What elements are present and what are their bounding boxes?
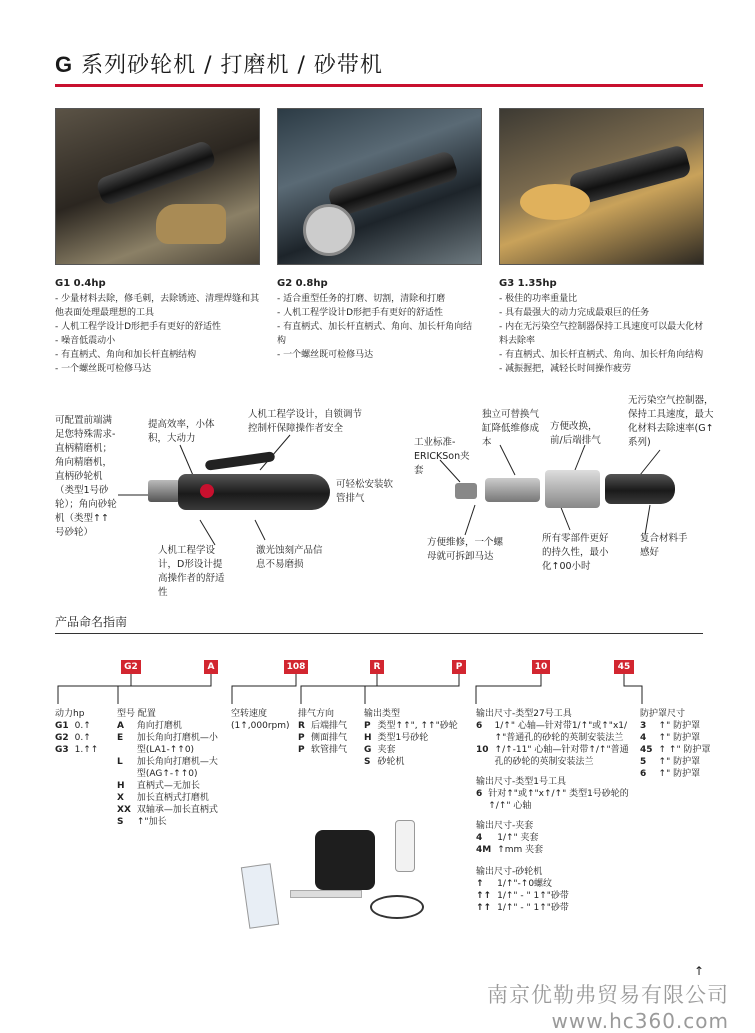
watermark bbox=[487, 979, 729, 1033]
code-brackets bbox=[0, 674, 755, 708]
rod-shape bbox=[290, 890, 362, 898]
code-value: 类型↑↑", ↑↑"砂轮 bbox=[377, 721, 458, 731]
code-key: S bbox=[117, 817, 124, 827]
disc-shape bbox=[520, 184, 590, 220]
code-value: 1/↑" 夹套 bbox=[497, 833, 539, 843]
bullet: - 适合重型任务的打磨、切割，清除和打磨 bbox=[277, 292, 477, 306]
oring-shape bbox=[370, 895, 424, 919]
callout-ergo-bottom: 人机工程学设计，D形设计提高操作者的舒适性 bbox=[158, 545, 225, 598]
section-divider bbox=[55, 633, 703, 634]
code-value: 加长角向打磨机—小型(LA1-↑↑0) bbox=[136, 733, 218, 755]
product-g1 bbox=[55, 278, 260, 376]
collet-table bbox=[476, 820, 549, 856]
code-key: X bbox=[117, 793, 124, 803]
brand-logo-icon bbox=[200, 484, 214, 498]
bullet: - 一个螺丝既可检修马达 bbox=[55, 362, 260, 376]
code-value: ↑/↑-11" 心轴—针对带↑/↑"普通孔的砂轮的英制安装法兰 bbox=[494, 745, 629, 767]
code-value: 夹套 bbox=[377, 745, 396, 755]
callout-independent: 独立可替换气缸降低维修成本 bbox=[482, 409, 540, 448]
code-size: 10 bbox=[532, 660, 550, 674]
code-key: 3 bbox=[640, 721, 647, 731]
callout-left-side: 可配置前端满足您特殊需求-直柄精磨机；角向精磨机，直柄砂轮机（类型1号砂轮）；角向砂轮机（类型↑↑号砂轮） bbox=[55, 415, 117, 538]
motor-part bbox=[545, 470, 600, 508]
callout-efficiency: 提高效率，小体积，大动力 bbox=[148, 419, 215, 444]
bullet: - 内在无污染空气控制器保持工具速度可以最大化材料去除率 bbox=[499, 320, 704, 348]
code-key: 4 bbox=[476, 833, 483, 843]
accessory-kit-image bbox=[245, 820, 440, 935]
callout-quick-install: 可轻松安装软管排气 bbox=[336, 479, 394, 504]
code-value: 1/↑" - " 1↑"砂带 bbox=[497, 903, 569, 913]
model-title: G3 1.35hp bbox=[499, 278, 557, 289]
code-value: 1/↑" - " 1↑"砂带 bbox=[497, 891, 569, 901]
code-value: 砂轮机 bbox=[377, 757, 405, 767]
code-value: ↑ ↑" 防护罩 bbox=[658, 745, 711, 755]
code-key: P bbox=[298, 745, 305, 755]
callout-clean-air: 无污染空气控制器，保持工具速度，最大化材料去除速率(G↑系列) bbox=[628, 395, 714, 448]
exhaust-table bbox=[298, 708, 353, 756]
code-key: 4M bbox=[476, 845, 492, 855]
wheel-head: 输出尺寸-砂轮机 bbox=[476, 867, 543, 877]
bullet: - 有直柄式、加长杆直柄式、角向、加长杆角向结构 bbox=[277, 320, 477, 348]
code-value: 0.↑ bbox=[74, 733, 91, 743]
code-key: 45 bbox=[640, 745, 653, 755]
code-key: G2 bbox=[55, 733, 69, 743]
callout-durability: 所有零部件更好的持久性，最小化↑00小时 bbox=[542, 533, 609, 572]
code-speed: 108 bbox=[284, 660, 308, 674]
housing-part bbox=[605, 474, 675, 504]
code-key: 6 bbox=[640, 769, 647, 779]
callout-ergo-top: 人机工程学设计，自锁调节控制杆保障操作者安全 bbox=[248, 409, 363, 434]
bullet: - 极佳的功率重量比 bbox=[499, 292, 704, 306]
code-exhaust: R bbox=[370, 660, 384, 674]
size1-head: 输出尺寸-类型1号工具 bbox=[476, 777, 566, 787]
section-title: 产品命名指南 bbox=[55, 615, 128, 629]
code-value: 针对↑"或↑"x↑/↑" 类型1号砂轮的↑/↑" 心轴 bbox=[488, 789, 629, 811]
output-table bbox=[364, 708, 464, 768]
code-key: H bbox=[117, 781, 125, 791]
grease-tube-shape bbox=[241, 863, 279, 929]
code-key: P bbox=[298, 733, 305, 743]
code-key: XX bbox=[117, 805, 131, 815]
code-value: ↑" 防护罩 bbox=[658, 757, 701, 767]
callout-std-collet: 工业标准-ERICKSon夹套 bbox=[414, 437, 470, 476]
model-head: 型号 配置 bbox=[117, 709, 156, 719]
wheel-shape bbox=[303, 204, 355, 256]
product-photo-g1 bbox=[55, 108, 260, 265]
series-letter: G bbox=[55, 52, 74, 77]
collet-part bbox=[455, 483, 477, 499]
code-key: R bbox=[298, 721, 305, 731]
exhaust-head: 排气方向 bbox=[298, 709, 335, 719]
code-key: H bbox=[364, 733, 372, 743]
bullet: - 人机工程学设计D形把手有更好的舒适性 bbox=[55, 320, 260, 334]
motor-assembly-shape bbox=[315, 830, 375, 890]
code-key: S bbox=[364, 757, 371, 767]
bullet: - 噪音低震动小 bbox=[55, 334, 260, 348]
code-guard: 45 bbox=[614, 660, 634, 674]
collet-head: 输出尺寸-夹套 bbox=[476, 821, 534, 831]
model-title: G2 0.8hp bbox=[277, 278, 328, 289]
code-key: ↑↑ bbox=[476, 891, 492, 901]
model-table bbox=[117, 708, 229, 828]
grinder-shape bbox=[327, 150, 460, 219]
bullet: - 一个螺丝既可检修马达 bbox=[277, 348, 477, 362]
grinder-shape bbox=[95, 139, 217, 206]
code-value: 1.↑↑ bbox=[74, 745, 99, 755]
code-key: L bbox=[117, 757, 123, 767]
code-value: 1/↑"-↑0螺纹 bbox=[497, 879, 553, 889]
code-key: 6 bbox=[476, 789, 483, 799]
bullet: - 有直柄式、加长杆直柄式、角向、加长杆角向结构 bbox=[499, 348, 704, 362]
code-key: 6 bbox=[476, 721, 483, 731]
code-value: 0.↑ bbox=[74, 721, 91, 731]
size1-table bbox=[476, 776, 636, 812]
code-value: ↑" 防护罩 bbox=[658, 733, 701, 743]
code-key: P bbox=[364, 721, 371, 731]
code-value: ↑" 防护罩 bbox=[658, 769, 701, 779]
bullet: - 少量材料去除，修毛刺，去除锈迹、清理焊缝和其他表面处理最理想的工具 bbox=[55, 292, 260, 320]
code-key: G3 bbox=[55, 745, 69, 755]
size27-head: 输出尺寸-类型27号工具 bbox=[476, 709, 572, 719]
watermark-company: 南京优勒弗贸易有限公司 bbox=[487, 983, 729, 1007]
speed-table bbox=[231, 708, 290, 732]
output-head: 输出类型 bbox=[364, 709, 401, 719]
page-title bbox=[55, 48, 383, 79]
title-divider bbox=[55, 84, 703, 87]
code-key: 5 bbox=[640, 757, 647, 767]
code-value: 加长角向打磨机—大型(AG↑-↑↑0) bbox=[136, 757, 218, 779]
speed-head: 空转速度 bbox=[231, 709, 268, 719]
code-value: 直柄式—无加长 bbox=[136, 781, 200, 791]
code-value: 类型1号砂轮 bbox=[377, 733, 429, 743]
callout-one-screw: 方便维修，一个螺母就可拆卸马达 bbox=[427, 537, 504, 562]
code-key: G bbox=[364, 745, 372, 755]
callout-composite: 复合材料手感好 bbox=[640, 533, 688, 558]
code-key: 10 bbox=[476, 745, 489, 755]
bullet: - 有直柄式、角向和加长杆直柄结构 bbox=[55, 348, 260, 362]
code-value: ↑" 防护罩 bbox=[658, 721, 701, 731]
wheel-table bbox=[476, 866, 575, 914]
code-key: 4 bbox=[640, 733, 647, 743]
watermark-url: www.hc360.com bbox=[551, 1009, 729, 1033]
code-model: A bbox=[204, 660, 218, 674]
collet-nose bbox=[148, 480, 180, 502]
oil-bottle-shape bbox=[395, 820, 415, 872]
code-value: 软管排气 bbox=[310, 745, 347, 755]
speed-unit: (1↑,000rpm) bbox=[231, 721, 290, 731]
code-value: 1/↑" 心轴—针对带1/↑"或↑"x1/↑"普通孔的砂轮的英制安装法兰 bbox=[494, 721, 628, 743]
code-value: 后端排气 bbox=[310, 721, 347, 731]
spindle-part bbox=[485, 478, 540, 502]
product-photo-g3 bbox=[499, 108, 704, 265]
code-power: G2 bbox=[121, 660, 141, 674]
code-key: A bbox=[117, 721, 124, 731]
code-value: 加长直柄式打磨机 bbox=[136, 793, 209, 803]
code-key: E bbox=[117, 733, 124, 743]
bullet: - 减振握把，减轻长时间操作疲劳 bbox=[499, 362, 704, 376]
code-value: 角向打磨机 bbox=[136, 721, 182, 731]
glove-shape bbox=[156, 204, 226, 244]
code-value: ↑"加长 bbox=[136, 817, 167, 827]
code-key: G1 bbox=[55, 721, 69, 731]
bullet: - 具有最强大的动力完成最艰巨的任务 bbox=[499, 306, 704, 320]
code-value: ↑mm 夹套 bbox=[497, 845, 544, 855]
model-title: G1 0.4hp bbox=[55, 278, 106, 289]
power-table bbox=[55, 708, 104, 756]
guard-head: 防护罩尺寸 bbox=[640, 709, 686, 719]
callout-exhaust: 方便改换，前/后端排气 bbox=[550, 421, 601, 446]
code-value: 双轴承—加长直柄式 bbox=[136, 805, 218, 815]
product-g2 bbox=[277, 278, 477, 362]
code-value: 侧面排气 bbox=[310, 733, 347, 743]
guard-table bbox=[640, 708, 716, 780]
series-title: 系列砂轮机 / 打磨机 / 砂带机 bbox=[81, 53, 383, 78]
size27-table bbox=[476, 708, 636, 768]
code-output: P bbox=[452, 660, 466, 674]
bullet: - 人机工程学设计D形把手有更好的舒适性 bbox=[277, 306, 477, 320]
code-key: ↑ bbox=[476, 879, 484, 889]
product-g3 bbox=[499, 278, 704, 376]
code-key: ↑↑ bbox=[476, 903, 492, 913]
page-number: ↑ bbox=[694, 964, 705, 978]
power-head: 动力hp bbox=[55, 709, 85, 719]
callout-laser: 激光蚀刻产品信息不易磨损 bbox=[256, 545, 323, 570]
product-photo-g2 bbox=[277, 108, 482, 265]
